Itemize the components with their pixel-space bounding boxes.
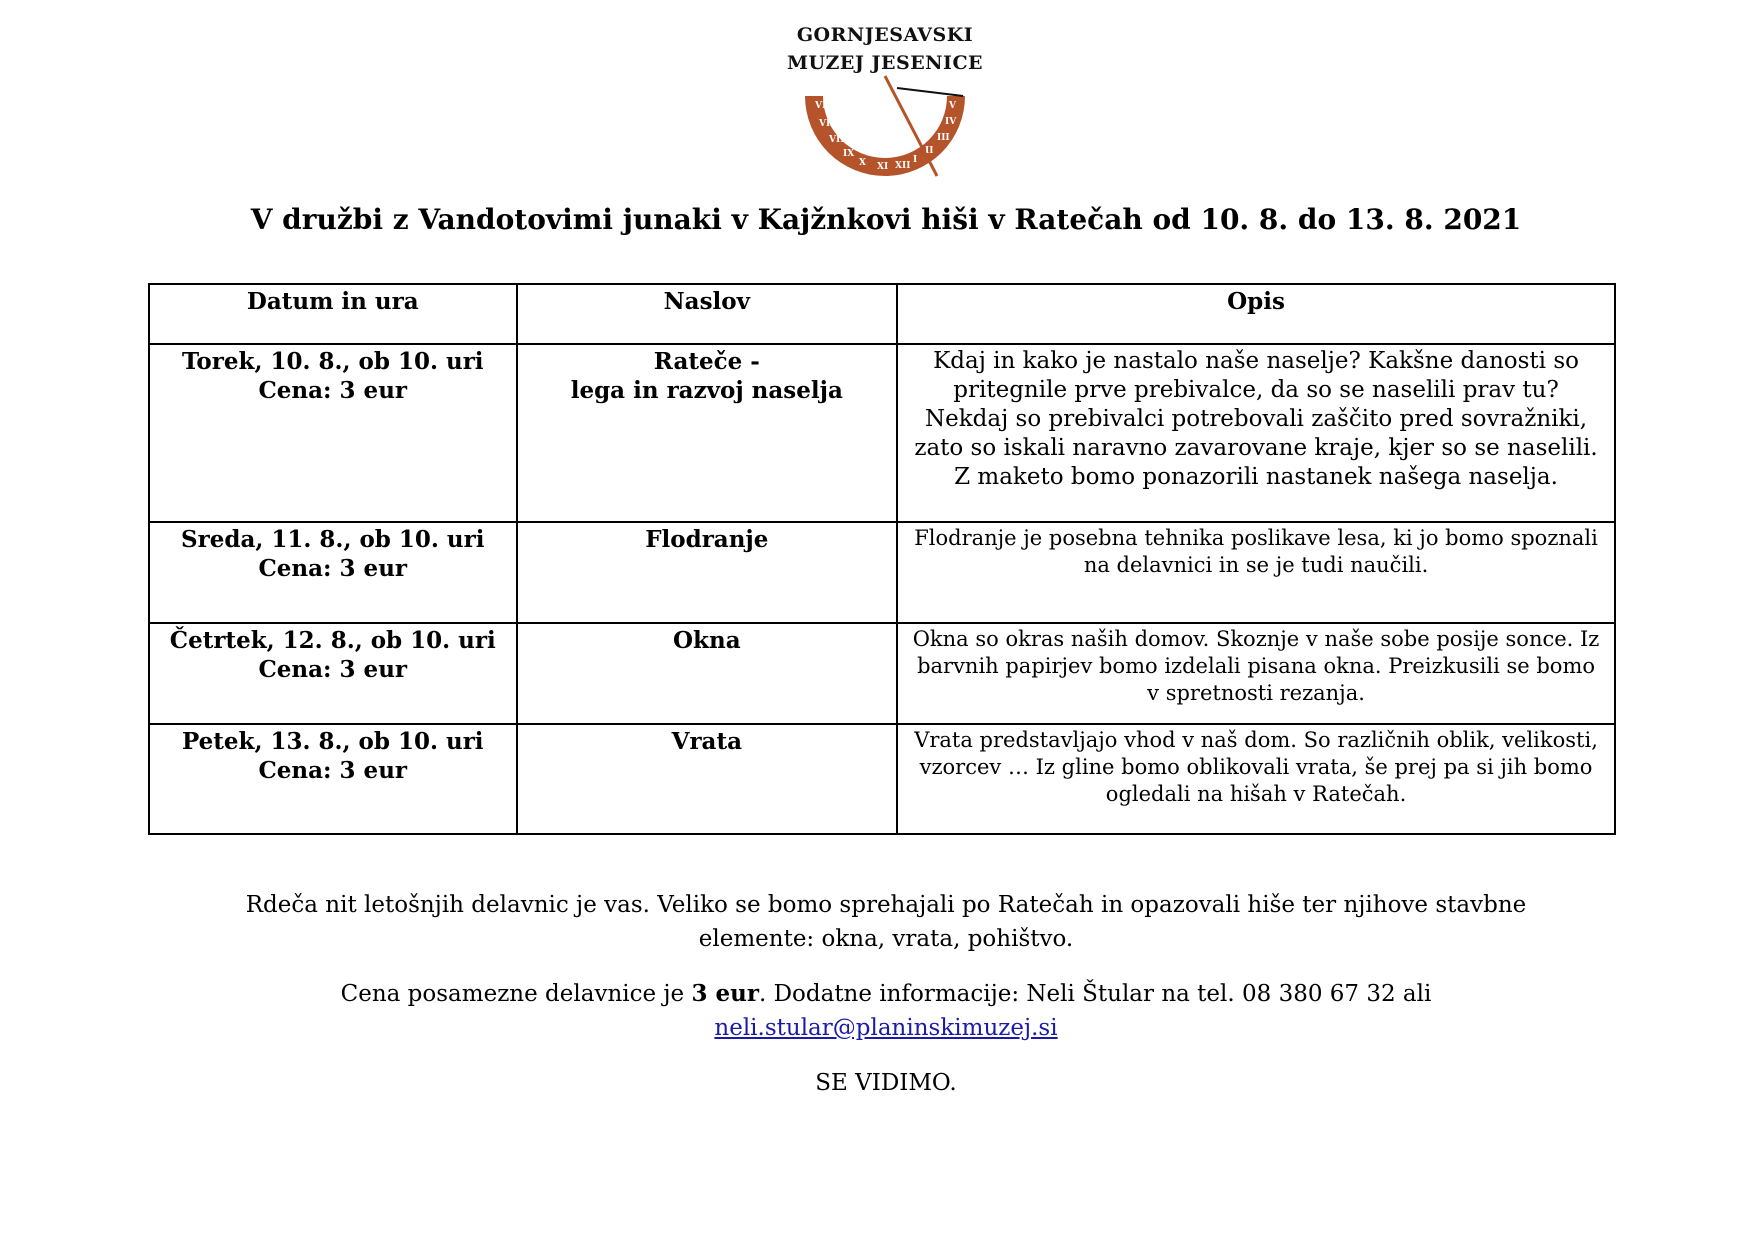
page-title: V družbi z Vandotovimi junaki v Kajžnkovi hiši v Ratečah od 10. 8. do 13. 8. 2021 — [250, 203, 1522, 236]
title-cell — [517, 522, 898, 623]
info-paragraph — [0, 977, 1754, 1011]
description-cell: Okna so okras naših domov. Skoznje v naše sobe posije sonce. Iz barvnih papirjev bomo izdelali pisana okna. Preizkusili se bomo v spretnosti rezanja. — [897, 623, 1615, 724]
date-cell — [149, 344, 517, 522]
svg-text:VI: VI — [815, 101, 827, 111]
workshop-title: Rateče - — [653, 348, 760, 375]
price-text: Cena: 3 eur — [258, 377, 408, 404]
title-cell — [517, 724, 898, 834]
price-prefix: Cena posamezne delavnice je — [340, 981, 692, 1007]
svg-text:III: III — [937, 133, 950, 143]
svg-text:I: I — [913, 155, 918, 165]
header-description: Opis — [897, 284, 1615, 344]
date-text: Torek, 10. 8., ob 10. uri — [181, 348, 484, 375]
header-title: Naslov — [517, 284, 898, 344]
date-cell — [149, 724, 517, 834]
email-line — [0, 1011, 1754, 1045]
date-cell — [149, 522, 517, 623]
intro-paragraph: Rdeča nit letošnjih delavnic je vas. Veliko se bomo sprehajali po Ratečah in opazovali hiše ter njihove stavbne elemente: okna, vrata, pohištvo. — [245, 892, 1527, 952]
description-cell: Flodranje je posebna tehnika poslikave lesa, ki jo bomo spoznali na delavnici in se je tudi naučili. — [897, 522, 1615, 623]
header-date: Datum in ura — [149, 284, 517, 344]
museum-logo — [785, 20, 985, 180]
price-text: Cena: 3 eur — [258, 656, 408, 683]
date-text: Četrtek, 12. 8., ob 10. uri — [169, 627, 496, 654]
table-row — [149, 724, 1615, 834]
title-cell — [517, 623, 898, 724]
contact-text: . Dodatne informacije: Neli Štular na tel. 08 380 67 32 ali — [758, 981, 1432, 1007]
price-text: Cena: 3 eur — [258, 757, 408, 784]
title-cell — [517, 344, 898, 522]
date-text: Petek, 13. 8., ob 10. uri — [181, 728, 484, 755]
closing-text: SE VIDIMO. — [815, 1070, 957, 1096]
svg-text:XII: XII — [895, 161, 911, 171]
price-text: Cena: 3 eur — [258, 555, 408, 582]
workshop-title: Vrata — [671, 728, 742, 755]
svg-text:VII: VII — [819, 119, 835, 129]
table-header-row — [149, 284, 1615, 344]
sundial-icon — [785, 20, 985, 180]
logo-text-line1: GORNJESAVSKI — [796, 24, 974, 46]
date-cell — [149, 623, 517, 724]
svg-text:XI: XI — [877, 162, 889, 172]
workshop-title: Okna — [673, 627, 741, 654]
svg-text:II: II — [925, 146, 934, 156]
logo-text-line2: MUZEJ JESENICE — [786, 52, 984, 74]
svg-text:IX: IX — [843, 149, 855, 159]
description-cell: Vrata predstavljajo vhod v naš dom. So različnih oblik, velikosti, vzorcev … Iz gline bomo oblikovali vrata, še prej pa si jih bomo ogledali na hišah v Ratečah. — [897, 724, 1615, 834]
workshop-subtitle: lega in razvoj naselja — [570, 377, 843, 404]
svg-text:V: V — [949, 101, 956, 111]
date-text: Sreda, 11. 8., ob 10. uri — [181, 526, 485, 553]
svg-text:X: X — [859, 158, 866, 168]
workshop-title: Flodranje — [645, 526, 769, 553]
table-row — [149, 344, 1615, 522]
price-amount: 3 eur — [691, 980, 759, 1007]
svg-text:VIII: VIII — [829, 135, 849, 145]
schedule-table — [148, 283, 1616, 835]
description-cell: Kdaj in kako je nastalo naše naselje? Kakšne danosti so pritegnile prve prebivalce, da so se naselili prav tu? Nekdaj so prebivalci potrebovali zaščito pred sovražniki, zato so iskali naravno zavarovane kraje, kjer so se naselili. Z maketo bomo ponazorili nastanek našega naselja. — [897, 344, 1615, 522]
table-row — [149, 623, 1615, 724]
email-link[interactable]: neli.stular@planinskimuzej.si — [714, 1015, 1058, 1041]
svg-text:IV: IV — [945, 117, 957, 127]
table-row — [149, 522, 1615, 623]
